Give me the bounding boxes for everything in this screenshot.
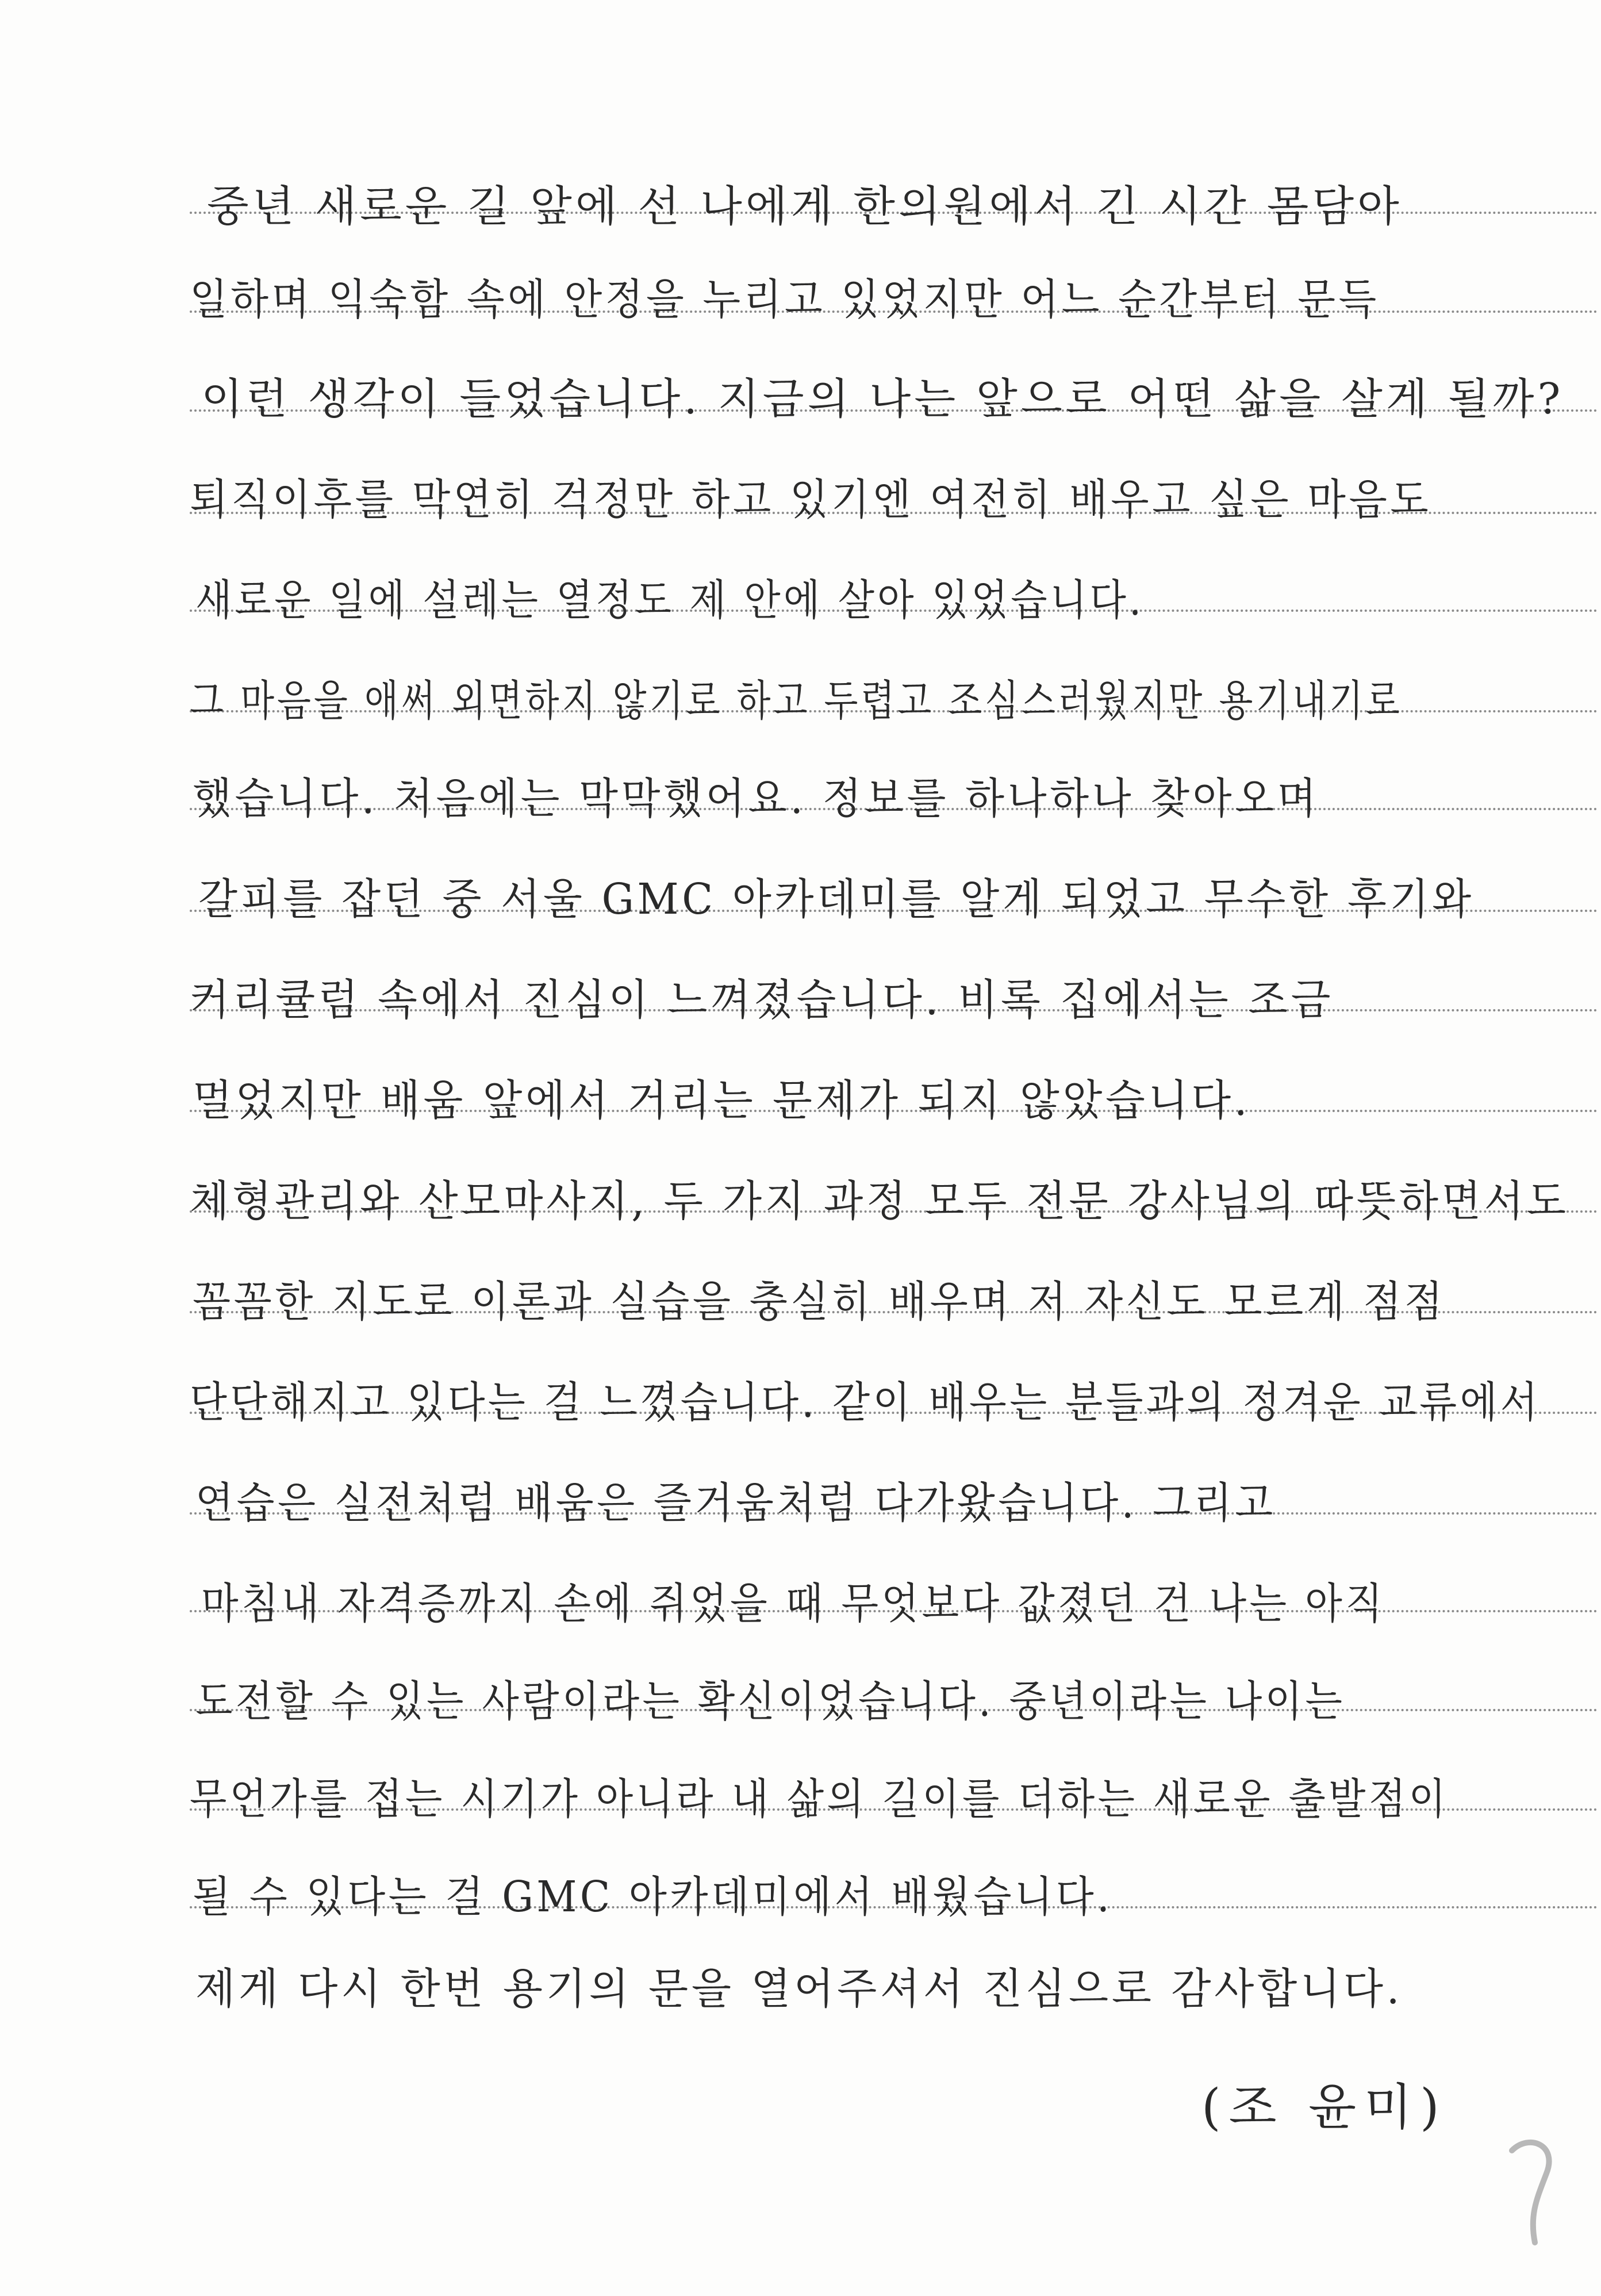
ink-smudge-mark xyxy=(1495,2128,1564,2260)
letter-line: 그 마음을 애써 외면하지 않기로 하고 두렵고 조심스러웠지만 용기내기로 xyxy=(190,676,1403,726)
letter-line: 단단해지고 있다는 걸 느꼈습니다. 같이 배우는 분들과의 정겨운 교류에서 xyxy=(190,1378,1541,1427)
letter-line: 중년 새로운 길 앞에 선 나에게 한의원에서 긴 시간 몸담아 xyxy=(207,182,1403,231)
letter-line: 퇴직이후를 막연히 걱정만 하고 있기엔 여전히 배우고 싶은 마음도 xyxy=(190,475,1432,524)
letter-line: 했습니다. 처음에는 막막했어요. 정보를 하나하나 찾아오며 xyxy=(193,774,1320,823)
letter-line: 될 수 있다는 걸 GMC 아카데미에서 배웠습니다. xyxy=(193,1872,1113,1922)
letter-line: 새로운 일에 설레는 열정도 제 안에 살아 있었습니다. xyxy=(195,576,1145,625)
letter-line: 일하며 익숙함 속에 안정을 누리고 있었지만 어느 순간부터 문득 xyxy=(190,275,1380,324)
letter-line: 무언가를 접는 시기가 아니라 내 삶의 길이를 더하는 새로운 출발점이 xyxy=(190,1774,1449,1824)
letter-line: 도전할 수 있는 사람이라는 확신이었습니다. 중년이라는 나이는 xyxy=(195,1677,1346,1726)
letter-line: 마침내 자격증까지 손에 쥐었을 때 무엇보다 값졌던 건 나는 아직 xyxy=(201,1579,1386,1628)
letter-line: 이런 생각이 들었습니다. 지금의 나는 앞으로 어떤 삶을 살게 될까? xyxy=(201,374,1564,424)
letter-line: 체형관리와 산모마사지, 두 가지 과정 모두 전문 강사님의 따뜻하면서도 xyxy=(190,1176,1569,1226)
letter-line: 갈피를 잡던 중 서울 GMC 아카데미를 알게 되었고 무수한 후기와 xyxy=(198,875,1475,924)
letter-line: 멀었지만 배움 앞에서 거리는 문제가 되지 않았습니다. xyxy=(193,1076,1251,1125)
letter-line: 꼼꼼한 지도로 이론과 실습을 충실히 배우며 저 자신도 모르게 점점 xyxy=(193,1277,1446,1327)
letter-line: 연습은 실전처럼 배움은 즐거움처럼 다가왔습니다. 그리고 xyxy=(195,1478,1276,1528)
letter-line: 커리큘럼 속에서 진심이 느껴졌습니다. 비록 집에서는 조금 xyxy=(190,975,1334,1025)
signature: (조 윤미) xyxy=(1201,2079,1448,2136)
letter-line: 제게 다시 한번 용기의 문을 열어주셔서 진심으로 감사합니다. xyxy=(195,1964,1403,2014)
